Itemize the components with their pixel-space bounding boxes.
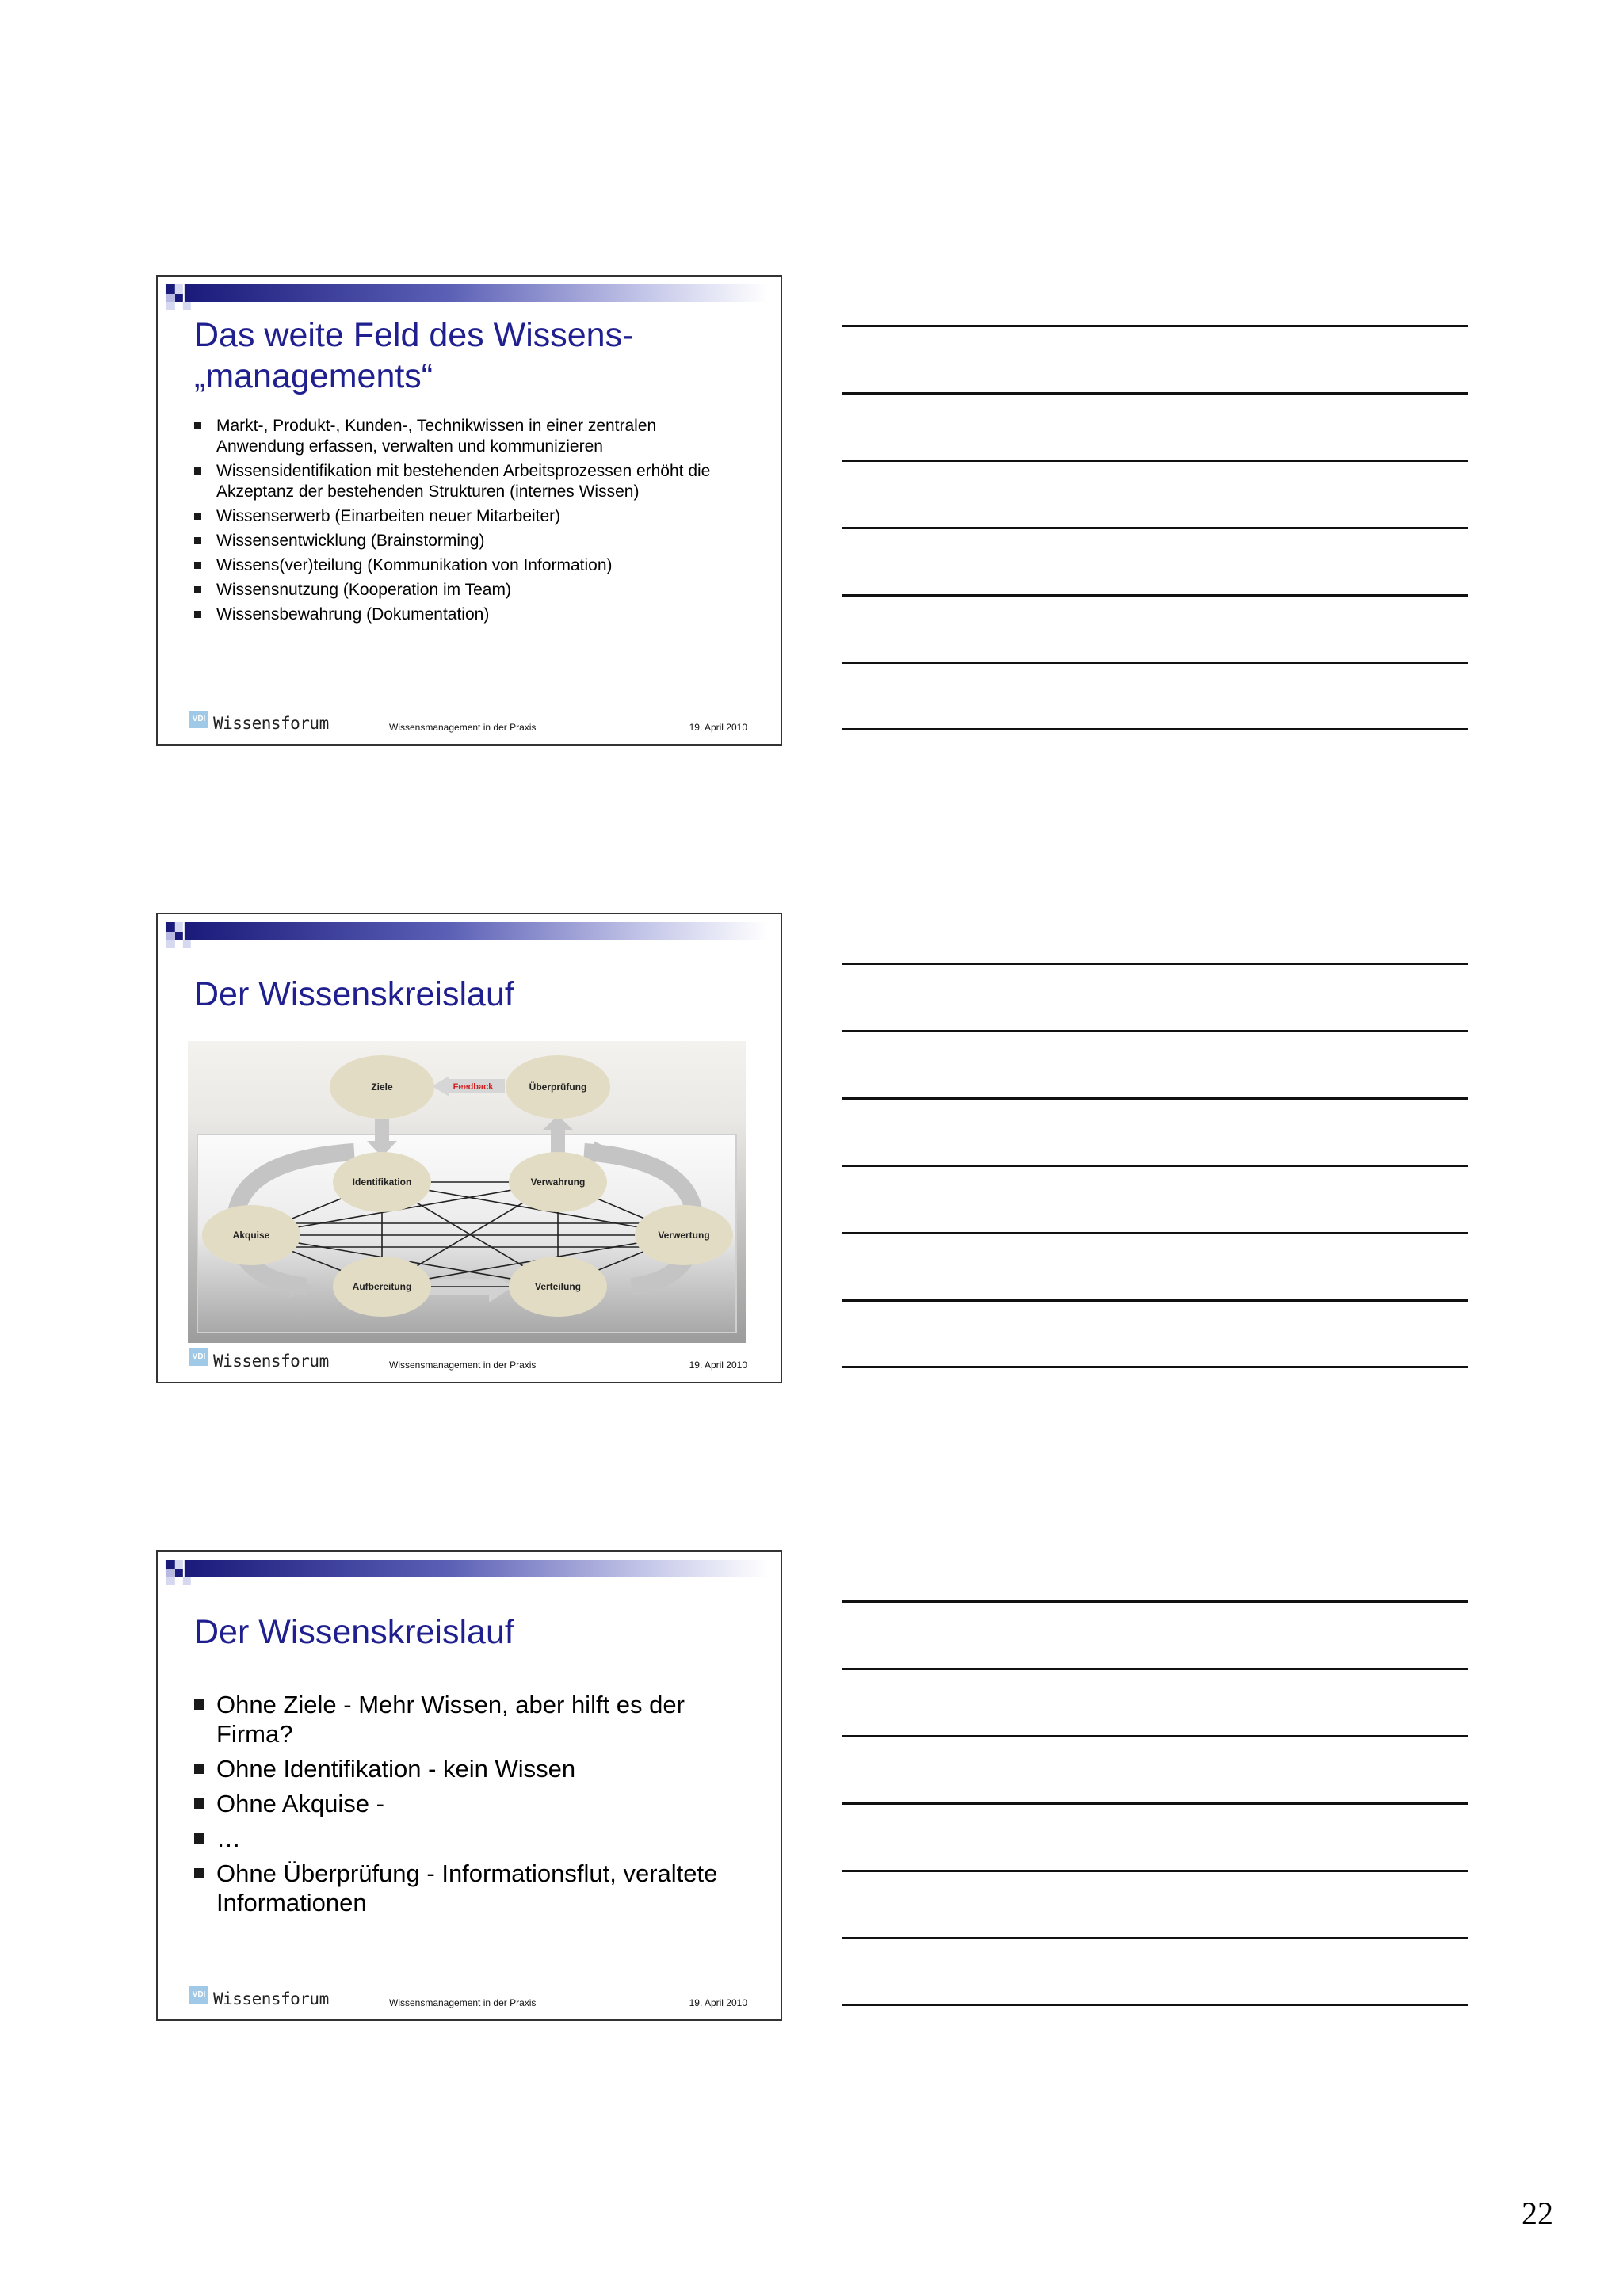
bullet-square-icon	[194, 1868, 204, 1878]
svg-text:Überprüfung: Überprüfung	[529, 1081, 587, 1093]
cycle-node-verteilung	[509, 1257, 607, 1317]
note-line	[842, 2004, 1468, 2006]
slide-1	[156, 275, 782, 746]
footer-center-text: Wissensmanagement in der Praxis	[389, 1997, 537, 2008]
bullet-item: Wissensidentifikation mit bestehenden Arbeitsprozessen erhöht die Akzeptanz der bestehenden Strukturen (internes Wissen)	[186, 461, 757, 502]
vdi-logo-icon: VDI	[189, 1348, 208, 1366]
title-line: Der Wissenskreislauf	[194, 1613, 514, 1651]
title-line: „managements“	[194, 357, 433, 395]
cycle-node-akquise	[202, 1205, 300, 1265]
footer-date: 19. April 2010	[689, 1997, 747, 2008]
note-line	[842, 1735, 1468, 1737]
footer-center-text: Wissensmanagement in der Praxis	[389, 722, 537, 733]
bullet-item: Ohne Identifikation - kein Wissen	[186, 1754, 757, 1783]
bullet-square-icon	[194, 513, 201, 520]
logo-text: Wissensforum	[213, 714, 329, 733]
slide-footer	[158, 1988, 781, 2019]
note-line	[842, 1030, 1468, 1032]
note-line	[842, 1165, 1468, 1167]
note-line	[842, 963, 1468, 965]
title-line: Das weite Feld des Wissens-	[194, 316, 634, 354]
svg-text:Identifikation: Identifikation	[352, 1177, 412, 1188]
note-line	[842, 325, 1468, 327]
bullet-square-icon	[194, 562, 201, 569]
feedback-label: Feedback	[453, 1082, 494, 1092]
svg-text:Verwahrung: Verwahrung	[530, 1177, 586, 1188]
svg-text:Verteilung: Verteilung	[534, 1281, 582, 1292]
bullet-item: Ohne Akquise -	[186, 1789, 757, 1818]
note-line	[842, 1299, 1468, 1302]
footer-center-text: Wissensmanagement in der Praxis	[389, 1360, 537, 1371]
bullet-square-icon	[194, 537, 201, 544]
slide-header-banner	[158, 277, 781, 316]
bullet-square-icon	[194, 586, 201, 593]
slide-header-banner	[158, 914, 781, 954]
cycle-node-identifikation	[333, 1152, 431, 1212]
bullet-square-icon	[194, 611, 201, 618]
svg-text:Aufbereitung: Aufbereitung	[352, 1281, 412, 1292]
note-line	[842, 460, 1468, 462]
note-line	[842, 1937, 1468, 1939]
note-line	[842, 728, 1468, 730]
bullet-square-icon	[194, 1833, 204, 1844]
slide-title	[194, 1611, 514, 1653]
footer-date: 19. April 2010	[689, 722, 747, 733]
vdi-logo-icon: VDI	[189, 1986, 208, 2004]
slide-header-banner	[158, 1552, 781, 1592]
bullet-item: Wissensnutzung (Kooperation im Team)	[186, 580, 757, 601]
bullet-list	[186, 1690, 757, 1923]
cycle-node-verwahrung	[509, 1152, 607, 1212]
note-line	[842, 1870, 1468, 1872]
title-line: Der Wissenskreislauf	[194, 975, 514, 1013]
svg-text:Ziele: Ziele	[371, 1081, 393, 1093]
bullet-item: Wissensbewahrung (Dokumentation)	[186, 605, 757, 625]
bullet-item: Wissensentwicklung (Brainstorming)	[186, 531, 757, 551]
bullet-list	[186, 416, 757, 629]
slide-3	[156, 1550, 782, 2021]
bullet-square-icon	[194, 422, 201, 429]
bullet-item: Wissenserwerb (Einarbeiten neuer Mitarbeiter)	[186, 506, 757, 527]
cycle-node-ziele	[330, 1055, 434, 1119]
note-line	[842, 1232, 1468, 1234]
svg-text:Akquise: Akquise	[232, 1230, 270, 1241]
svg-text:Verwertung: Verwertung	[658, 1230, 710, 1241]
note-line	[842, 1366, 1468, 1368]
slide-footer	[158, 712, 781, 744]
logo-text: Wissensforum	[213, 1989, 329, 2008]
cycle-node-ueberpruefung	[506, 1055, 610, 1119]
knowledge-cycle-diagram	[188, 1041, 746, 1343]
note-line	[842, 1802, 1468, 1805]
cycle-node-aufbereitung	[333, 1257, 431, 1317]
note-line	[842, 1600, 1468, 1603]
cycle-node-verwertung	[635, 1205, 733, 1265]
logo-text: Wissensforum	[213, 1352, 329, 1371]
vdi-logo-icon: VDI	[189, 711, 208, 728]
bullet-item: Wissens(ver)teilung (Kommunikation von Information)	[186, 555, 757, 576]
bullet-item: Markt-, Produkt-, Kunden-, Technikwissen in einer zentralen Anwendung erfassen, verwalten und kommunizieren	[186, 416, 757, 457]
bullet-square-icon	[194, 467, 201, 475]
bullet-item: Ohne Überprüfung - Informationsflut, veraltete Informationen	[186, 1859, 757, 1917]
page-number: 22	[1522, 2195, 1553, 2231]
note-line	[842, 527, 1468, 529]
bullet-item: Ohne Ziele - Mehr Wissen, aber hilft es der Firma?	[186, 1690, 757, 1749]
bullet-square-icon	[194, 1764, 204, 1774]
footer-date: 19. April 2010	[689, 1360, 747, 1371]
note-line	[842, 392, 1468, 395]
note-line	[842, 594, 1468, 597]
note-line	[842, 662, 1468, 664]
note-line	[842, 1097, 1468, 1100]
bullet-item: …	[186, 1824, 757, 1853]
note-line	[842, 1668, 1468, 1670]
slide-footer	[158, 1350, 781, 1382]
bullet-square-icon	[194, 1798, 204, 1809]
slide-title	[194, 315, 633, 397]
bullet-square-icon	[194, 1699, 204, 1710]
slide-title	[194, 974, 514, 1015]
slide-2	[156, 913, 782, 1383]
